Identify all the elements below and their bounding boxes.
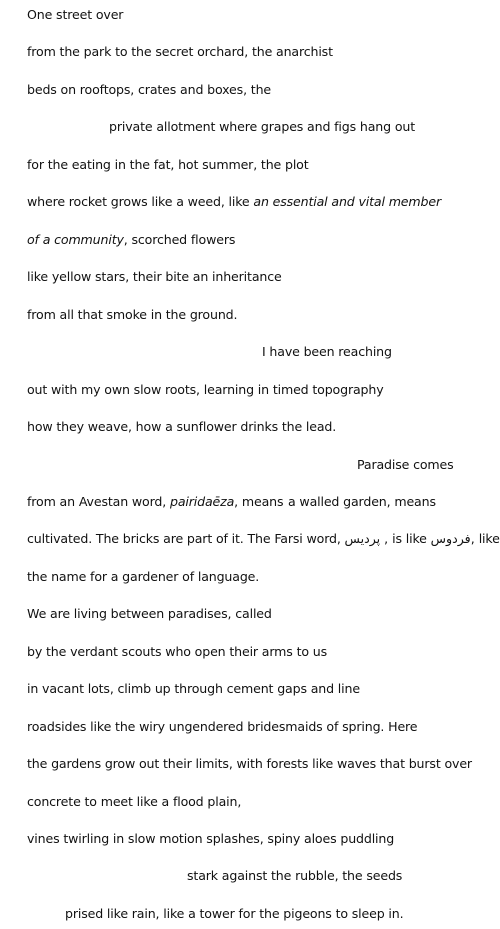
poem-italic-text: pairidaēza [169, 494, 235, 509]
poem-line: from all that smoke in the ground. [27, 307, 238, 322]
poem-line: by the verdant scouts who open their arms to us [27, 644, 328, 659]
poem-line: out with my own slow roots, learning in timed topography [27, 382, 384, 397]
farsi-word: پردیس [344, 531, 381, 546]
poem-italic-text: of a community [27, 232, 124, 247]
poem-line [27, 531, 500, 547]
poem-line: I have been reaching [262, 344, 392, 359]
poem-text: , means [234, 494, 284, 509]
poem-line: We are living between paradises, called [27, 606, 272, 621]
poem-line: One street over [27, 7, 124, 22]
poem-text: , scorched flowers [123, 232, 236, 247]
poem-text: where rocket grows like a weed, like [27, 194, 254, 209]
poem-line [27, 494, 283, 510]
poem-line: Paradise comes [357, 457, 454, 472]
poem-line: private allotment where grapes and figs hang out [109, 119, 415, 134]
poem-text: from an Avestan word, [27, 494, 170, 509]
farsi-word: فردوس [430, 531, 471, 546]
poem-line: roadsides like the wiry ungendered bridesmaids of spring. Here [27, 719, 418, 734]
poem-italic-text: an essential and vital member [253, 194, 441, 209]
poem-line: how they weave, how a sunflower drinks the lead. [27, 419, 337, 434]
poem-line: a walled garden, means [288, 494, 436, 509]
poem-text: , is like [380, 531, 431, 546]
poem-text: cultivated. The bricks are part of it. The Farsi word, [27, 531, 345, 546]
poem-line: the gardens grow out their limits, with forests like waves that burst over [27, 756, 472, 771]
poem-line: concrete to meet like a flood plain, [27, 794, 242, 809]
poem-line: in vacant lots, climb up through cement gaps and line [27, 681, 360, 696]
poem-line: from the park to the secret orchard, the anarchist [27, 44, 333, 59]
poem-line: beds on rooftops, crates and boxes, the [27, 82, 271, 97]
poem-line: prised like rain, like a tower for the pigeons to sleep in. [65, 906, 404, 921]
poem-line: stark against the rubble, the seeds [187, 868, 403, 883]
poem-line [27, 232, 235, 248]
poem-line: vines twirling in slow motion splashes, spiny aloes puddling [27, 831, 395, 846]
poem-line: like yellow stars, their bite an inheritance [27, 269, 282, 284]
poem-line [27, 194, 441, 210]
poem-text: , like [470, 531, 500, 546]
poem-line: the name for a gardener of language. [27, 569, 260, 584]
poem-line: for the eating in the fat, hot summer, the plot [27, 157, 309, 172]
